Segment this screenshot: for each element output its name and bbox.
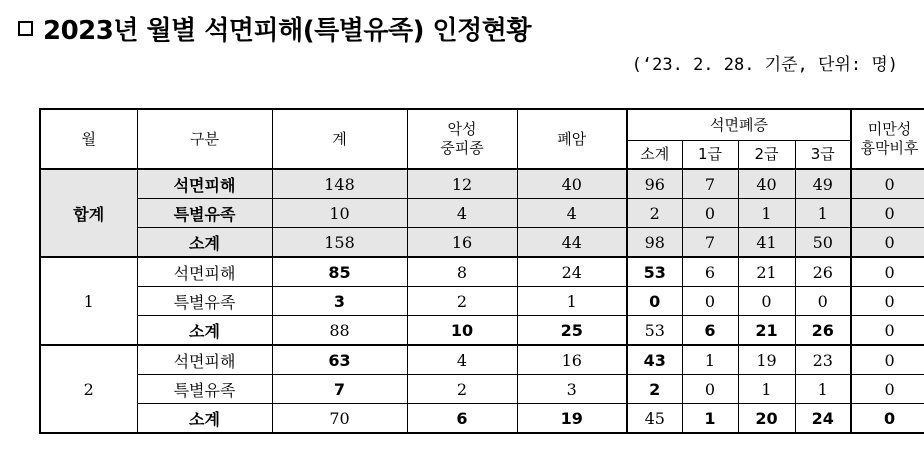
meso-cell: 12 [407, 169, 517, 199]
table-row [40, 345, 924, 375]
header-asbestosis-sub: 소계 [627, 141, 682, 170]
g2-cell: 41 [738, 228, 795, 258]
table-row [40, 375, 924, 404]
category-cell: 소계 [137, 316, 272, 346]
g3-cell: 0 [795, 287, 851, 316]
g3-cell: 23 [795, 345, 851, 375]
g2-cell: 21 [738, 257, 795, 287]
g2-cell: 0 [738, 287, 795, 316]
meso-cell: 16 [407, 228, 517, 258]
g1-cell: 0 [682, 199, 738, 228]
lung-cell: 25 [517, 316, 627, 346]
category-cell: 특별유족 [137, 199, 272, 228]
header-mesothelioma-line1: 악성 [447, 120, 477, 138]
g2-cell: 1 [738, 199, 795, 228]
header-lung-cancer: 폐암 [517, 109, 627, 169]
asb-sub-cell: 96 [627, 169, 682, 199]
meso-cell: 4 [407, 199, 517, 228]
asb-sub-cell: 2 [627, 199, 682, 228]
lung-cell: 4 [517, 199, 627, 228]
total-cell: 63 [272, 345, 407, 375]
asb-sub-cell: 2 [627, 375, 682, 404]
header-mesothelioma [407, 109, 517, 169]
header-pleural-line2: 흉막비후 [860, 139, 919, 157]
category-cell: 석면피해 [137, 257, 272, 287]
table-row [40, 169, 924, 199]
header-grade3: 3급 [795, 141, 851, 170]
header-category: 구분 [137, 109, 272, 169]
total-cell: 158 [272, 228, 407, 258]
asb-sub-cell: 0 [627, 287, 682, 316]
header-mesothelioma-line2: 중피종 [440, 139, 484, 157]
asb-sub-cell: 45 [627, 404, 682, 434]
g2-cell: 21 [738, 316, 795, 346]
meso-cell: 2 [407, 375, 517, 404]
pleural-cell: 0 [851, 316, 924, 346]
page-title [18, 10, 531, 46]
total-cell: 70 [272, 404, 407, 434]
g1-cell: 7 [682, 169, 738, 199]
header-grade1: 1급 [682, 141, 738, 170]
meso-cell: 10 [407, 316, 517, 346]
lung-cell: 24 [517, 257, 627, 287]
g1-cell: 7 [682, 228, 738, 258]
g1-cell: 1 [682, 404, 738, 434]
table-row [40, 228, 924, 258]
table-row [40, 199, 924, 228]
category-cell: 석면피해 [137, 169, 272, 199]
category-cell: 석면피해 [137, 345, 272, 375]
asb-sub-cell: 53 [627, 257, 682, 287]
category-cell: 소계 [137, 228, 272, 258]
pleural-cell: 0 [851, 345, 924, 375]
statistics-table [39, 108, 924, 434]
g2-cell: 20 [738, 404, 795, 434]
total-cell: 3 [272, 287, 407, 316]
category-cell: 소계 [137, 404, 272, 434]
title-text: 2023년 월별 석면피해(특별유족) 인정현황 [43, 15, 532, 46]
pleural-cell: 0 [851, 199, 924, 228]
month-cell: 2 [40, 345, 137, 433]
header-asbestosis: 석면폐증 [627, 109, 851, 141]
g3-cell: 26 [795, 257, 851, 287]
lung-cell: 40 [517, 169, 627, 199]
g3-cell: 24 [795, 404, 851, 434]
g3-cell: 49 [795, 169, 851, 199]
g1-cell: 1 [682, 345, 738, 375]
total-cell: 88 [272, 316, 407, 346]
category-cell: 특별유족 [137, 375, 272, 404]
total-cell: 85 [272, 257, 407, 287]
table-row [40, 316, 924, 346]
lung-cell: 16 [517, 345, 627, 375]
g2-cell: 19 [738, 345, 795, 375]
g3-cell: 1 [795, 199, 851, 228]
month-cell: 1 [40, 257, 137, 345]
g1-cell: 0 [682, 375, 738, 404]
g2-cell: 40 [738, 169, 795, 199]
asb-sub-cell: 53 [627, 316, 682, 346]
header-grade2: 2급 [738, 141, 795, 170]
header-pleural-line1: 미만성 [867, 120, 912, 138]
table-row [40, 404, 924, 434]
header-month: 월 [40, 109, 137, 169]
meso-cell: 4 [407, 345, 517, 375]
g1-cell: 6 [682, 257, 738, 287]
meso-cell: 6 [407, 404, 517, 434]
pleural-cell: 0 [851, 287, 924, 316]
pleural-cell: 0 [851, 375, 924, 404]
g3-cell: 26 [795, 316, 851, 346]
header-total: 계 [272, 109, 407, 169]
g1-cell: 0 [682, 287, 738, 316]
asb-sub-cell: 43 [627, 345, 682, 375]
total-cell: 7 [272, 375, 407, 404]
g2-cell: 1 [738, 375, 795, 404]
category-cell: 특별유족 [137, 287, 272, 316]
pleural-cell: 0 [851, 404, 924, 434]
header-pleural [851, 109, 924, 169]
lung-cell: 3 [517, 375, 627, 404]
asb-sub-cell: 98 [627, 228, 682, 258]
lung-cell: 1 [517, 287, 627, 316]
table-row [40, 257, 924, 287]
lung-cell: 19 [517, 404, 627, 434]
g3-cell: 1 [795, 375, 851, 404]
month-cell: 합계 [40, 169, 137, 257]
meso-cell: 2 [407, 287, 517, 316]
meso-cell: 8 [407, 257, 517, 287]
pleural-cell: 0 [851, 228, 924, 258]
table-header [40, 109, 924, 169]
checkbox-square-icon [18, 21, 33, 36]
pleural-cell: 0 [851, 257, 924, 287]
total-cell: 148 [272, 169, 407, 199]
lung-cell: 44 [517, 228, 627, 258]
g3-cell: 50 [795, 228, 851, 258]
total-cell: 10 [272, 199, 407, 228]
pleural-cell: 0 [851, 169, 924, 199]
table-row [40, 287, 924, 316]
g1-cell: 6 [682, 316, 738, 346]
unit-note: (‘23. 2. 28. 기준, 단위: 명) [631, 55, 898, 75]
